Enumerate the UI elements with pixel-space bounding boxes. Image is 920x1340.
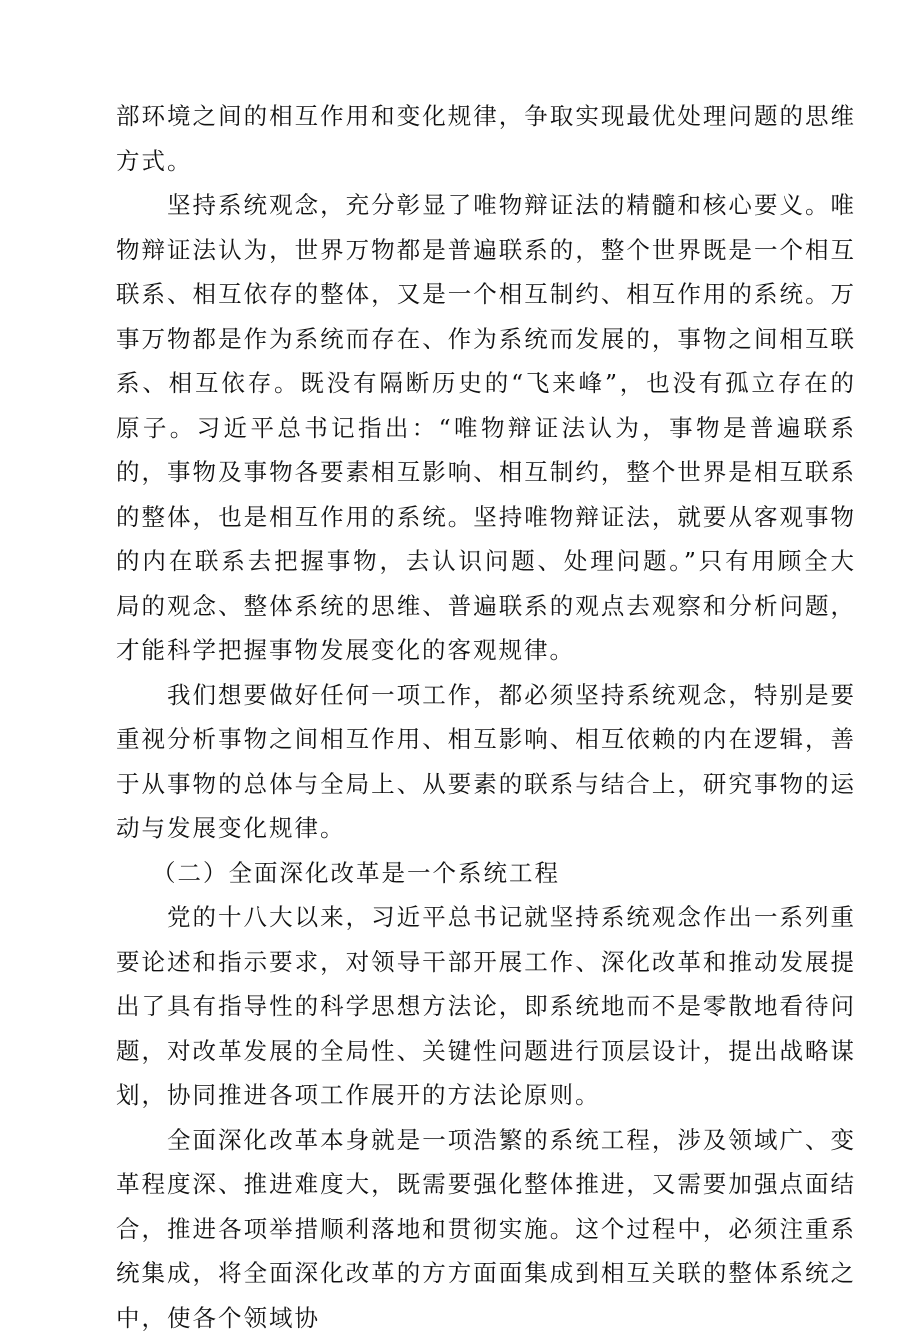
paragraph-system-concept: 坚持系统观念，充分彰显了唯物辩证法的精髓和核心要义。唯物辩证法认为，世界万物都是普遍联系的，整个世界既是一个相互联系、相互依存的整体，又是一个相互制约、相互作用的系统。万事万物都是作为系统而存在、作为系统而发展的，事物之间相互联系、相互依存。既没有隔断历史的“飞来峰”，也没有孤立存在的原子。习近平总书记指出：“唯物辩证法认为，事物是普遍联系的，事物及事物各要素相互影响、相互制约，整个世界是相互联系的整体，也是相互作用的系统。坚持唯物辩证法，就要从客观事物的内在联系去把握事物，去认识问题、处理问题。”只有用顾全大局的观念、整体系统的思维、普遍联系的观点去观察和分析问题，才能科学把握事物发展变化的客观规律。	[116, 183, 856, 673]
paragraph-eighteenth-congress: 党的十八大以来，习近平总书记就坚持系统观念作出一系列重要论述和指示要求，对领导干部开展工作、深化改革和推动发展提出了具有指导性的科学思想方法论，即系统地而不是零散地看待问题，对改革发展的全局性、关键性问题进行顶层设计，提出战略谋划，协同推进各项工作展开的方法论原则。	[116, 895, 856, 1118]
document-body	[116, 94, 856, 1340]
section-heading: （二）全面深化改革是一个系统工程	[116, 851, 856, 896]
paragraph-deepening-reform: 全面深化改革本身就是一项浩繁的系统工程，涉及领域广、变革程度深、推进难度大，既需要强化整体推进，又需要加强点面结合，推进各项举措顺利落地和贯彻实施。这个过程中，必须注重系统集成，将全面深化改革的方方面面集成到相互关联的整体系统之中，使各个领域协	[116, 1118, 856, 1340]
paragraph-continued: 部环境之间的相互作用和变化规律，争取实现最优处理问题的思维方式。	[116, 94, 856, 183]
paragraph-work-method: 我们想要做好任何一项工作，都必须坚持系统观念，特别是要重视分析事物之间相互作用、相互影响、相互依赖的内在逻辑，善于从事物的总体与全局上、从要素的联系与结合上，研究事物的运动与发展变化规律。	[116, 673, 856, 851]
